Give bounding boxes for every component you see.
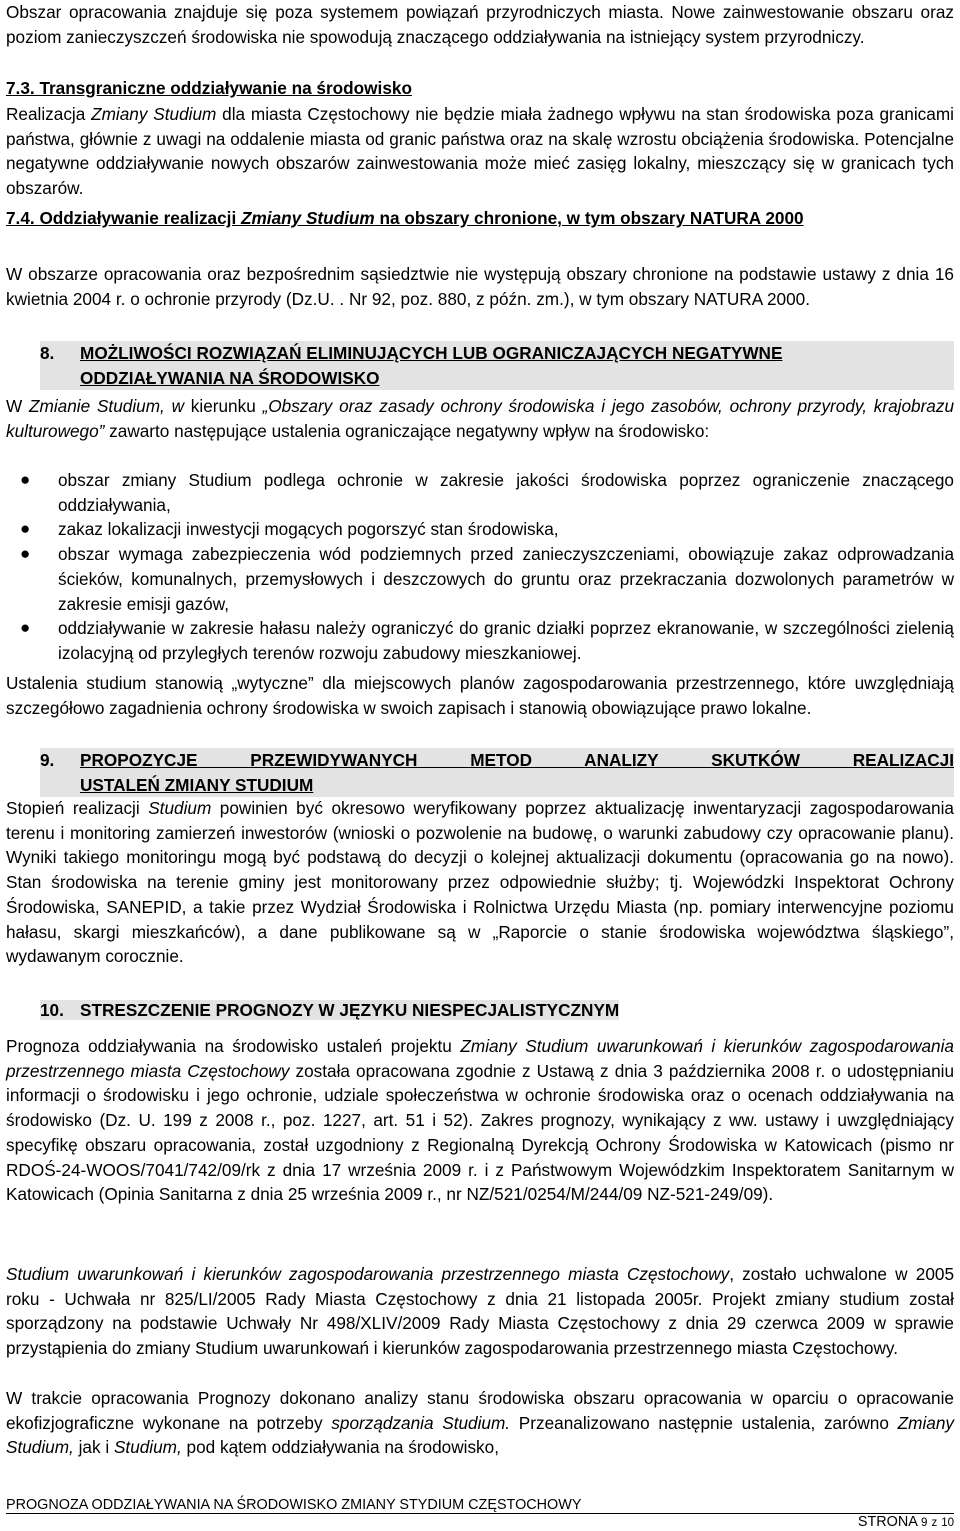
text-run: Prognoza oddziaływania na środowisko ustaleń projektu: [6, 1036, 461, 1056]
section-9-paragraph: [6, 796, 954, 969]
section-7-3-heading: [6, 76, 954, 101]
footer-rule: [6, 1513, 954, 1514]
text-run: została opracowana zgodnie z Ustawą z dnia 3 października 2008 r. o udostępnianiu informacji o środowisku i jego ochronie, udziale społeczeństwa w ochronie środowiska oraz o ocenach oddziaływania na środowisko (Dz. U. 199 z 2008 r., poz. 1227, art. 51 i 52). Zakres prognozy, wynikający z ww. ustawy i uwzględniający specyfikę obszaru opracowania, został uzgodniony z Regionalną Dyrekcją Ochrony Środowiska w Katowicach (pismo nr RDOŚ-24-WOOS/7041/742/09/rk z dnia 17 września 2009 r. i z Państwowym Wojewódzkim Inspektoratem Sanitarnym w Katowicach (Opinia Sanitarna z dnia 25 września 2009 r., nr NZ/521/0254/M/244/09 NZ-521-249/09).: [6, 1060, 955, 1205]
text-run: Realizacja: [6, 104, 92, 124]
list-item-text: obszar wymaga zabezpieczenia wód podziemnych przed zanieczyszczeniami, obowiązuje zakaz odprowadzania ścieków, komunalnych, przemysłowych i deszczowych do gruntu oraz przekraczania dozwolonych parametrów w zakresie emisji gazów,: [58, 544, 954, 614]
section-7-4-paragraph: W obszarze opracowania oraz bezpośrednim sąsiedztwie nie występują obszary chronione na podstawie ustawy z dnia 16 kwietnia 2004 r. o ochronie przyrody (Dz.U. . Nr 92, poz. 880, z późn. zm.), w tym obszary NATURA 2000.: [6, 264, 954, 309]
text-run-italic: Zmiany Studium: [241, 208, 375, 228]
section-9-heading-line1: PROPOZYCJE PRZEWIDYWANYCH METOD ANALIZY SKUTKÓW REALIZACJI: [80, 750, 954, 770]
text-run-italic: Zmiany Studium,: [6, 1412, 954, 1458]
list-item: [6, 517, 954, 542]
text-run: W trakcie opracowania Prognozy dokonano analizy stanu środowiska obszaru opracowania w oparciu o opracowanie ekofizjograficzne wykonane na potrzeby: [6, 1388, 954, 1433]
section-9-heading: [40, 748, 954, 797]
intro-paragraph: Obszar opracowania znajduje się poza systemem powiązań przyrodniczych miasta. Nowe zainwestowanie obszaru oraz poziom zanieczyszczeń środowiska nie spowodują znaczącego oddziaływania na istniejący system przyrodniczy.: [6, 2, 954, 47]
page-current: 9: [921, 1517, 928, 1529]
section-10-number: 10.: [40, 1000, 64, 1020]
list-item: [6, 616, 954, 665]
section-7-4-heading: [6, 206, 954, 231]
section-10-heading: [40, 998, 954, 1023]
text-run: Stopień realizacji: [6, 798, 149, 818]
text-run: na obszary chronione, w tym obszary NATURA 2000: [374, 208, 804, 228]
section-8-heading-line1: MOŻLIWOŚCI ROZWIĄZAŃ ELIMINUJĄCYCH LUB OGRANICZAJĄCYCH NEGATYWNE: [80, 343, 783, 363]
text-run: kierunku: [184, 396, 263, 416]
section-7-4-heading-text: [6, 208, 804, 228]
section-8-number: 8.: [40, 343, 55, 363]
list-item-text: obszar zmiany Studium podlega ochronie w zakresie jakości środowiska poprzez ograniczenie znaczącego oddziaływania,: [58, 470, 954, 515]
text-run-italic: Studium: [148, 798, 212, 818]
text-run: W: [6, 396, 30, 416]
section-10-paragraph-3: [6, 1386, 954, 1460]
list-item-text: zakaz lokalizacji inwestycji mogących pogorszyć stan środowiska,: [58, 519, 559, 540]
text-run: , zostało uchwalone w 2005 roku - Uchwała nr 825/LI/2005 Rady Miasta Częstochowy z dnia 21 listopada 2005r. Projekt zmiany studium został sporządzony na podstawie Uchwały Nr 498/XLIV/2009 Rady Miasta Częstochowy z dnia 29 czerwca 2009 w sprawie przystąpienia do zmiany Studium uwarunkowań i kierunków zagospodarowania przestrzennego miasta Częstochowy.: [6, 1264, 954, 1359]
section-8-intro: [6, 394, 954, 443]
section-9-heading-line2: USTALEŃ ZMIANY STUDIUM: [80, 774, 314, 795]
text-run: jak i: [73, 1437, 114, 1458]
section-8-heading-line2: ODDZIAŁYWANIA NA ŚRODOWISKO: [80, 367, 380, 388]
section-8-closing: Ustalenia studium stanowią „wytyczne” dla miejscowych planów zagospodarowania przestrzennego, które uwzględniają szczegółowo zagadnienia ochrony środowiska w swoich zapisach i stanowią obowiązujące prawo lokalne.: [6, 673, 954, 718]
text-run-italic: Studium,: [113, 1437, 182, 1458]
page-label: STRONA: [857, 1514, 918, 1530]
bullet-icon: ●: [20, 470, 31, 489]
bullet-icon: ●: [20, 544, 31, 564]
list-item: [6, 542, 954, 616]
section-10-paragraph-2: [6, 1262, 954, 1361]
text-run: pod kątem oddziaływania na środowisko,: [181, 1437, 499, 1458]
section-10-heading-shade: [40, 1000, 619, 1020]
section-8-heading: [40, 341, 954, 390]
footer-page-number: [858, 1514, 954, 1531]
section-10-paragraph-1: [6, 1034, 954, 1207]
list-item-text: oddziaływanie w zakresie hałasu należy ograniczyć do granic działki poprzez ekranowanie, w szczególności zielenią izolacyjną od przyległych terenów rozwoju zabudowy mieszkaniowej.: [58, 618, 954, 663]
text-run-italic: „Obszary oraz zasady ochrony środowiska i jego zasobów, ochrony przyrody, krajobrazu kulturowego”: [6, 396, 955, 441]
footer-title: PROGNOZA ODDZIAŁYWANIA NA ŚRODOWISKO ZMIANY STYDIUM CZĘSTOCHOWY: [6, 1497, 582, 1513]
text-run: zawarto następujące ustalenia ograniczające negatywny wpływ na środowisko:: [104, 420, 710, 441]
section-8-bullet-list: [6, 468, 954, 666]
text-run-italic: sporządzania Studium.: [331, 1412, 511, 1433]
text-run: dla miasta Częstochowy nie będzie miała żadnego wpływu na stan środowiska poza granicami państwa, głównie z uwagi na oddalenie miasta od granic państwa oraz na skalę wzrostu obciążenia środowiska. Potencjalne negatywne oddziaływanie nowych obszarów zainwestowania może mieć zasięg lokalny, mieszczący się w granicach tych obszarów.: [6, 104, 954, 199]
text-run-italic: Zmiany Studium uwarunkowań i kierunków zagospodarowania przestrzennego miasta Częstochowy: [6, 1036, 954, 1081]
bullet-icon: ●: [20, 519, 31, 539]
page-total: 10: [941, 1517, 954, 1529]
text-run: Przeanalizowano następnie ustalenia, zarówno: [510, 1412, 898, 1433]
section-7-3-heading-text: 7.3. Transgraniczne oddziaływanie na środowisko: [6, 78, 412, 98]
section-10-heading-text: STRESZCZENIE PROGNOZY W JĘZYKU NIESPECJALISTYCZNYM: [80, 1000, 620, 1020]
page-separator: z: [931, 1517, 938, 1529]
bullet-icon: ●: [20, 618, 31, 638]
section-9-number: 9.: [40, 750, 55, 770]
text-run-italic: Studium uwarunkowań i kierunków zagospodarowania przestrzennego miasta Częstochowy: [6, 1264, 730, 1284]
list-item: [6, 468, 954, 517]
text-run: powinien być okresowo weryfikowany poprzez aktualizację inwentaryzacji zagospodarowania terenu i monitoring zamierzeń inwestorów (wnioski o pozwolenie na budowę, o warunki zabudowy czy opracowanie planu). Wyniki takiego monitoringu mogą być podstawą do decyzji o kolejnej aktualizacji dokumentu (opracowania go na nowo). Stan środowiska na terenie gminy jest monitorowany przez odpowiednie służby; tj. Wojewódzki Inspektorat Ochrony Środowiska, SANEPID, a takie przez Wydział Środowiska i Rolnictwa Urzędu Miasta (np. pomiary interwencyjne poziomu hałasu, skargi mieszkańców), a dane publikowane są w „Raporcie o stanie środowiska województwa śląskiego”, wydawanym corocznie.: [6, 798, 954, 967]
text-run-italic: Zmianie Studium, w: [29, 396, 184, 416]
text-run: 7.4. Oddziaływanie realizacji: [6, 208, 242, 228]
text-run-italic: Zmiany Studium: [91, 104, 217, 124]
section-7-3-paragraph: [6, 102, 954, 201]
